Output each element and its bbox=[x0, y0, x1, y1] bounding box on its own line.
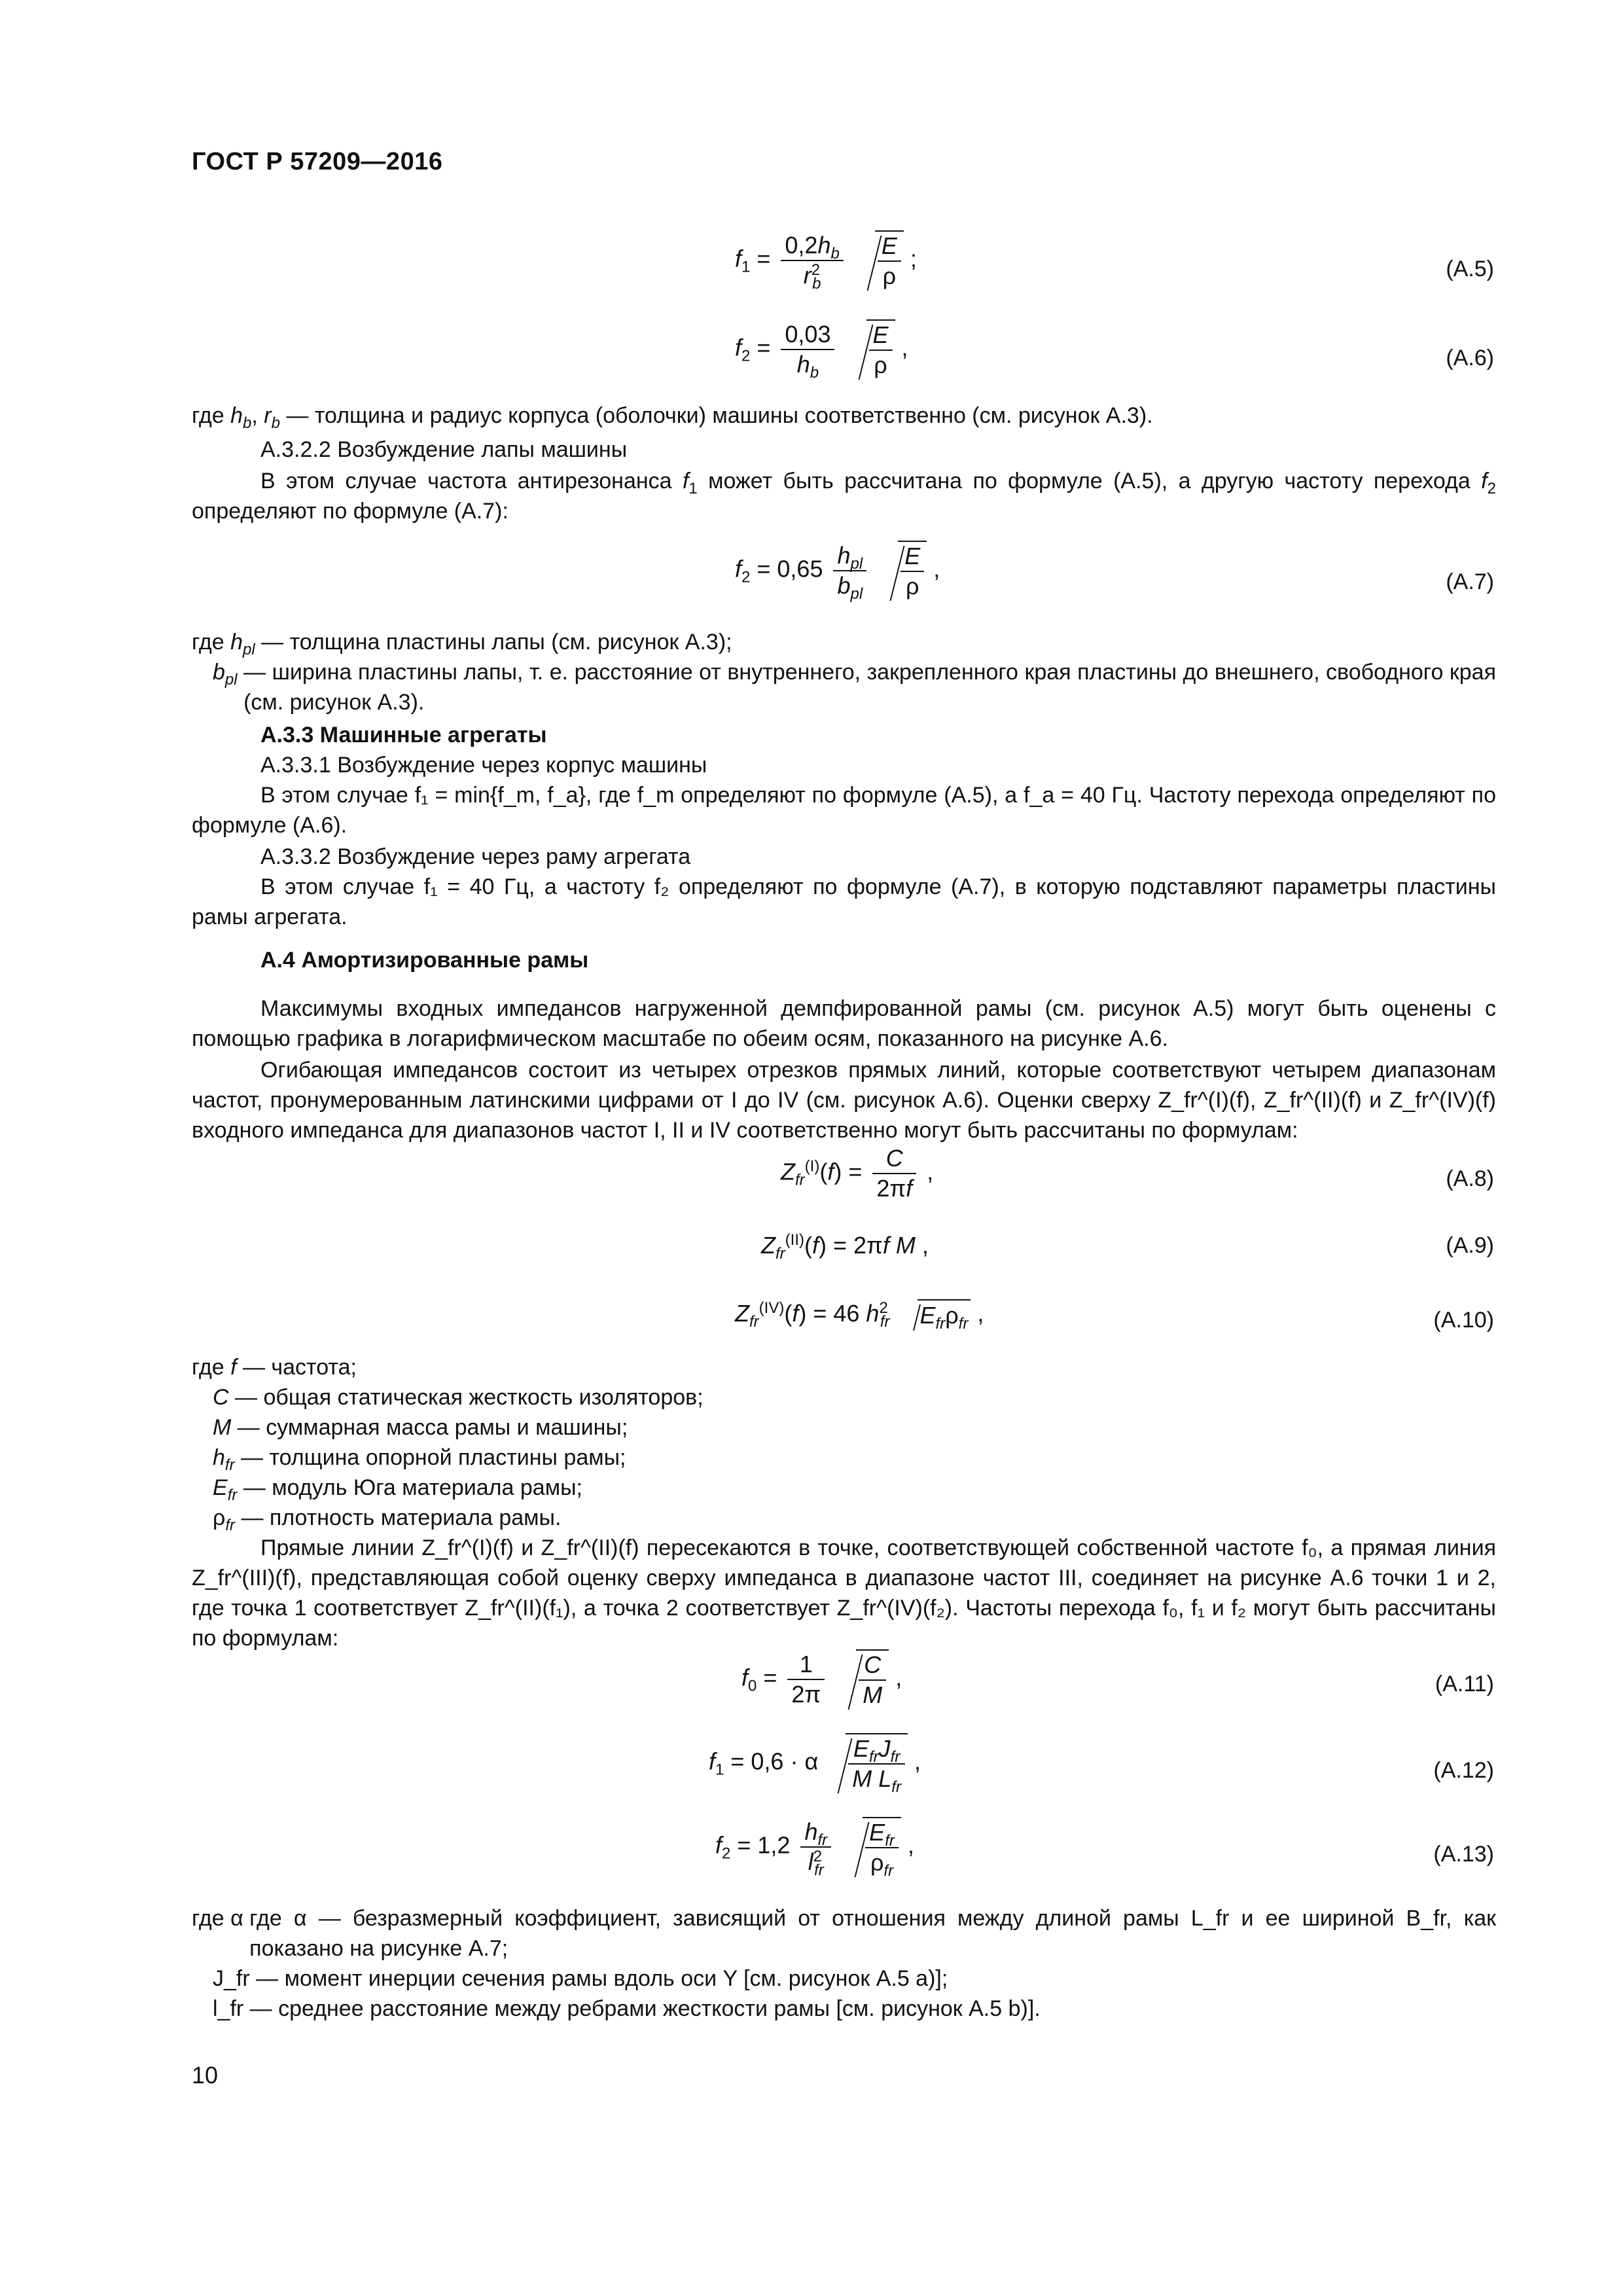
section-a331-title: А.3.3.1 Возбуждение через корпус машины bbox=[260, 753, 707, 778]
equation-a11: $f_0$ = $\frac{1}{2\pi}$ $\frac{C}{M}$ , (А.11) bbox=[741, 1651, 1494, 1708]
eq-number: (А.9) bbox=[1446, 1233, 1494, 1258]
section-a322-body: В этом случае частота антирезонанса $f_1$ может быть рассчитана по формуле (А.5), а другую частоту перехода $f_2$ определяют по формуле (А.7): bbox=[192, 469, 1496, 524]
where-alpha: где α где α — безразмерный коэффициент, зависящий от отношения между длиной рамы L_fr и ее шириной B_fr, как показано на рисунке А.7; J_fr — момент инерции сечения рамы вдоль оси Y [см. рисунок А.5 а)]; l_fr — среднее расстояние между ребрами жесткости рамы [см. рисунок А.5 b)]. bbox=[192, 1903, 1496, 2024]
equation-a7: $f_2 = 0,65$ $\frac{h_{pl}}{b_{pl}}$ $\frac{E}{\rho}$ , (А.7) bbox=[735, 542, 1494, 603]
where-item: J_fr — момент инерции сечения рамы вдоль оси Y [см. рисунок А.5 а)]; bbox=[213, 1966, 948, 1991]
eq-number: (А.5) bbox=[1446, 257, 1494, 281]
eq-number: (А.7) bbox=[1446, 569, 1494, 594]
page-number: 10 bbox=[192, 2062, 219, 2089]
where-item: $E_{fr}$ — модуль Юга материала рамы; bbox=[213, 1475, 582, 1504]
equation-a8: $Z_{fr}^{(I)}(f)$ = $\frac{C}{2\pi f}$ , (А.8) bbox=[781, 1145, 1494, 1202]
where-bpl: $b_{pl}$ — ширина пластины лапы, т. е. расстояние от внутреннего, закрепленного края пластины до внешнего, свободного края (см. рисунок А.3). bbox=[213, 660, 1496, 715]
section-a4-para1: Максимумы входных импедансов нагруженной демпфированной рамы (см. рисунок А.5) могут быть оценены с помощью графика в логарифмическом масштабе по обеим осям, показанного на рисунке А.6. bbox=[192, 996, 1496, 1051]
equation-a10: $Z_{fr}^{(IV)}(f) = 46$ $h^2_{fr}$ $E_{fr}\rho_{fr}$ , (А.10) bbox=[192, 1299, 1494, 1384]
equation-a5: $f_1$ = $\frac{0,2h_b}{r^2_b}$ $\frac{E}{\rho}$ ; (А.5) bbox=[735, 232, 1494, 293]
section-a4-heading: А.4 Амортизированные рамы bbox=[260, 948, 589, 973]
eq-number: (А.8) bbox=[1446, 1166, 1494, 1191]
eq-number: (А.11) bbox=[1435, 1672, 1494, 1696]
equation-a6: $f_2$ = $\frac{0,03}{h_b}$ $\frac{E}{\rho}$ , (А.6) bbox=[735, 321, 1494, 382]
section-a332-body: В этом случае f₁ = 40 Гц, а частоту f₂ определяют по формуле (А.7), в которую подставляют параметры пластины рамы агрегата. bbox=[192, 874, 1496, 929]
section-a322-title: А.3.2.2 Возбуждение лапы машины bbox=[260, 437, 628, 462]
section-a332-title: А.3.3.2 Возбуждение через раму агрегата bbox=[260, 844, 691, 869]
where-hb-rb: где $h_b$, $r_b$ — толщина и радиус корпуса (оболочки) машины соответственно (см. рисунок А.3). bbox=[192, 403, 1153, 432]
eq-number: (А.10) bbox=[1433, 1308, 1494, 1333]
where-item: l_fr — среднее расстояние между ребрами жесткости рамы [см. рисунок А.5 b)]. bbox=[213, 1996, 1041, 2021]
where-hpl: где $h_{pl}$ — толщина пластины лапы (см. рисунок А.3); bbox=[192, 630, 732, 658]
where-list-a8-a10 bbox=[192, 1352, 1496, 1533]
equation-a12: $f_1 = 0,6 \cdot \alpha$ $\frac{E_{fr}J_{fr}}{M L_{fr}}$ , (А.12) bbox=[192, 1733, 1494, 1818]
where-item: где f — частота; bbox=[192, 1355, 357, 1380]
section-a4-para3: Прямые линии Z_fr^(I)(f) и Z_fr^(II)(f) пересекаются в точке, соответствующей собственной частоте f₀, а прямая линия Z_fr^(III)(f), представляющая собой оценку сверху импеданса в диапазоне частот III, соединяет на рисунке А.6 точки 1 и 2, где точка 1 соответствует Z_fr^(II)(f₁), а точка 2 соответствует Z_fr^(IV)(f₂). Частоты перехода f₀, f₁ и f₂ могут быть рассчитаны по формулам: bbox=[192, 1535, 1496, 1651]
where-item: C — общая статическая жесткость изоляторов; bbox=[213, 1385, 704, 1410]
section-a33-heading: А.3.3 Машинные агрегаты bbox=[260, 723, 547, 747]
equation-a9: $Z_{fr}^{(II)}(f) = 2\pi f$ M , (А.9) bbox=[761, 1231, 1494, 1263]
eq-number: (А.13) bbox=[1433, 1842, 1494, 1867]
equation-a13: $f_2 = 1,2$ $\frac{h_{fr}}{l^2_{fr}}$ $\frac{E_{fr}}{\rho_{fr}}$ , (А.13) bbox=[715, 1818, 1494, 1880]
section-a331-body: В этом случае f₁ = min{f_m, f_a}, где f_m определяют по формуле (А.5), а f_a = 40 Гц. Частоту перехода определяют по формуле (А.6). bbox=[192, 783, 1496, 838]
where-item: $\rho_{fr}$ — плотность материала рамы. bbox=[213, 1505, 562, 1534]
eq-number: (А.6) bbox=[1446, 346, 1494, 370]
eq-number: (А.12) bbox=[1433, 1758, 1494, 1783]
standard-header: ГОСТ Р 57209—2016 bbox=[192, 148, 443, 175]
section-a4-para2: Огибающая импедансов состоит из четырех отрезков прямых линий, которые соответствуют четырем диапазонам частот, пронумерованным латинскими цифрами от I до IV (см. рисунок А.6). Оценки сверху Z_fr^(I)(f), Z_fr^(II)(f) и Z_fr^(IV)(f) входного импеданса для диапазонов частот I, II и IV соответственно могут быть рассчитаны по формулам: bbox=[192, 1058, 1496, 1143]
where-item: $h_{fr}$ — толщина опорной пластины рамы; bbox=[213, 1445, 626, 1474]
where-item: M — суммарная масса рамы и машины; bbox=[213, 1415, 628, 1440]
